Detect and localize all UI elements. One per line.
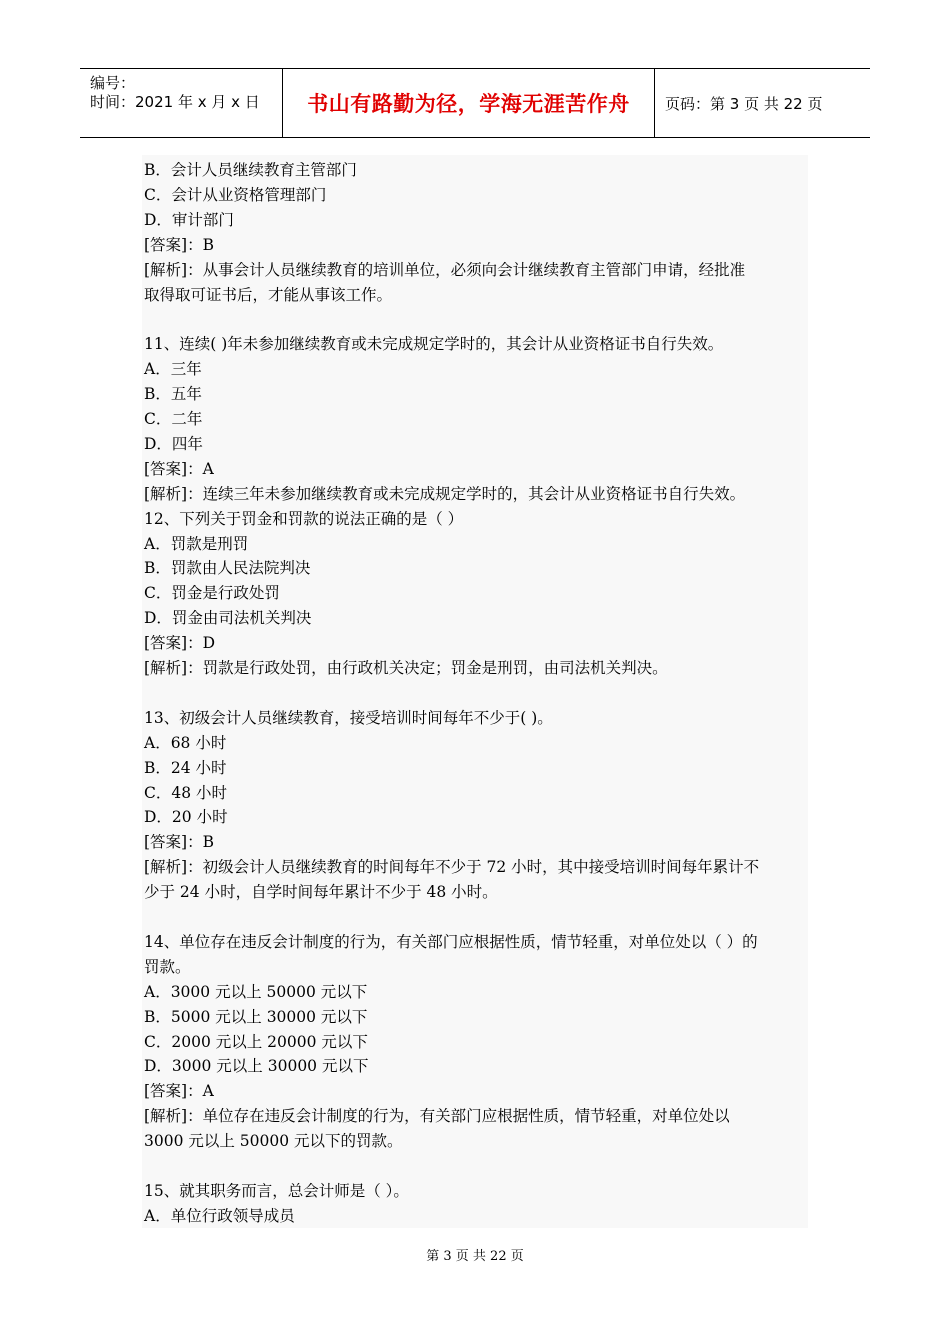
text-line: B．罚款由人民法院判决 [144,559,311,578]
text-line: 取得取可证书后，才能从事该工作。 [144,285,393,304]
text-line: [解析]：单位存在违反会计制度的行为，有关部门应根据性质，情节轻重，对单位处以 [144,1107,730,1126]
text-line: 11、连续( )年未参加继续教育或未完成规定学时的，其会计从业资格证书自行失效。 [144,335,724,354]
text-line: D．四年 [144,434,203,453]
header-meta [80,69,282,137]
text-line: 12、下列关于罚金和罚款的说法正确的是（ ） [144,509,464,528]
text-line: C．罚金是行政处罚 [144,584,280,603]
time-label: 时间：2021 年 x 月 x 日 [90,93,260,111]
text-line: C．会计从业资格管理部门 [144,185,327,204]
text-line: A．68 小时 [144,733,227,752]
text-line: A．3000 元以上 50000 元以下 [144,982,368,1001]
text-line: [答案]：A [144,459,214,478]
text-line: D．3000 元以上 30000 元以下 [144,1057,369,1076]
text-line: [解析]：从事会计人员继续教育的培训单位，必须向会计继续教育主管部门申请，经批准 [144,260,746,279]
text-line: 15、就其职务而言，总会计师是（ ）。 [144,1181,409,1200]
text-line: B．会计人员继续教育主管部门 [144,161,357,179]
text-line: 13、初级会计人员继续教育，接受培训时间每年不少于( )。 [144,708,553,727]
text-line: [答案]：D [144,634,216,653]
text-line: 少于 24 小时，自学时间每年累计不少于 48 小时。 [144,883,498,902]
page-footer: 第 3 页 共 22 页 [426,1249,524,1264]
text-line: D．罚金由司法机关判决 [144,609,312,628]
number-label: 编号： [90,74,136,92]
text-line: D．审计部门 [144,210,234,229]
text-line: B．5000 元以上 30000 元以下 [144,1007,368,1026]
header-motto [282,69,655,137]
text-line: C．2000 元以上 20000 元以下 [144,1032,368,1051]
text-line: [解析]：罚款是行政处罚，由行政机关决定；罚金是刑罚，由司法机关判决。 [144,659,668,677]
text-line: [答案]：B [144,833,214,852]
header-page-info: 页码：第 3 页 共 22 页 [665,94,823,113]
text-line: C．二年 [144,410,203,428]
text-line: [解析]：连续三年未参加继续教育或未完成规定学时的，其会计从业资格证书自行失效。 [144,484,746,503]
text-line: A．单位行政领导成员 [144,1206,295,1225]
text-line: B．五年 [144,385,202,404]
text-line: A．罚款是刑罚 [144,534,249,553]
document-body [142,155,808,1228]
text-line: 罚款。 [144,957,191,976]
text-line: D．20 小时 [144,808,228,827]
text-line: A．三年 [144,360,202,379]
motto-text: 书山有路勤为径，学海无涯苦作舟 [307,92,630,116]
text-line: [答案]：B [144,235,214,254]
text-line: B．24 小时 [144,758,227,777]
text-line: [解析]：初级会计人员继续教育的时间每年不少于 72 小时，其中接受培训时间每年累计不 [144,858,760,877]
text-line: 14、单位存在违反会计制度的行为，有关部门应根据性质，情节轻重，对单位处以（ ）的 [144,932,758,951]
text-line: [答案]：A [144,1082,214,1101]
text-line: C．48 小时 [144,783,228,802]
text-line: 3000 元以上 50000 元以下的罚款。 [144,1132,403,1151]
page-header [80,68,870,138]
